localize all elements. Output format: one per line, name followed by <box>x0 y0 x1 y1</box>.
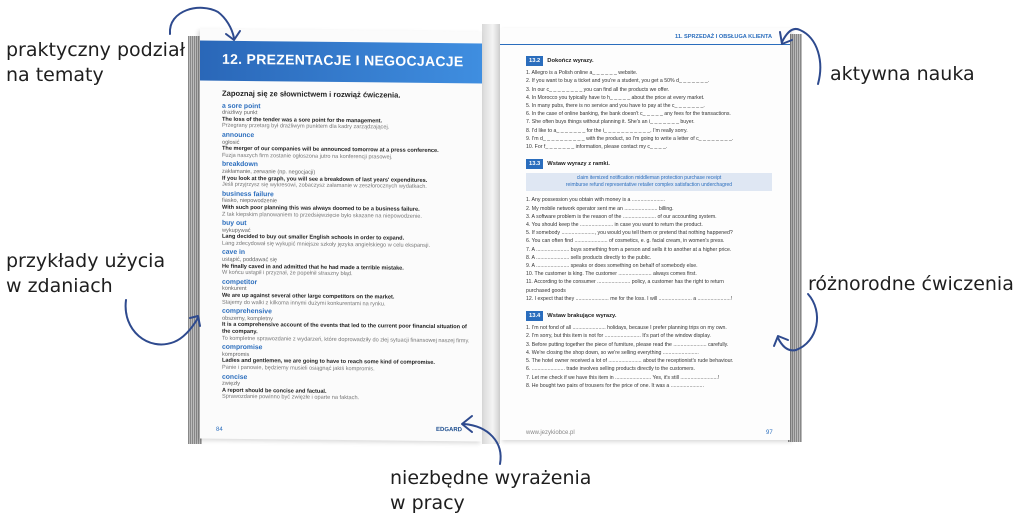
callout-examples-line1: przykłady użycia <box>6 250 166 272</box>
entry-example: It is a comprehensive account of the events that led to the current poor financial situation of the company. <box>222 322 467 336</box>
entry-gloss: zwięzły <box>222 380 241 388</box>
exercise-item: 6. In the case of online banking, the bank doesn't c_ _ _ _ _ any fees for the transactions. <box>526 111 731 118</box>
entry-translation: W końcu ustąpił i przyznał, że popełnił straszny błąd. <box>222 270 353 278</box>
exercise-item: 2. If you want to buy a ticket and you're a student, you get a 50% d_ _ _ _ _ _ _. <box>526 78 710 85</box>
exercise-item: 5. In many pubs, there is no service and you have to pay at the c_ _ _ _ _ _ _. <box>526 103 705 110</box>
right-page-edges <box>788 34 802 442</box>
entry-term: business failure <box>222 190 274 199</box>
callout-active-text: aktywna nauka <box>830 63 975 85</box>
entry-term: a sore point <box>222 102 261 110</box>
exercise-title: Wstaw wyrazy z ramki. <box>547 161 610 168</box>
vocabulary-entry <box>222 133 470 162</box>
entry-gloss: konkurent <box>222 286 247 293</box>
vocabulary-entry <box>222 374 470 403</box>
arrow-varied-icon <box>770 290 830 360</box>
exercise-item: 12. I expect that they ....................... me for the loss. I will ....................... a .......................! <box>526 295 733 302</box>
entry-example: Ladies and gentlemen, we are going to have to reach some kind of compromise. <box>222 358 435 367</box>
word-box <box>526 173 772 191</box>
callout-phrases-line2: w pracy <box>390 492 465 514</box>
entry-translation: Z tak kiepskim planowaniem to przedsięwzięcie było skazane na niepowodzenie. <box>222 211 422 220</box>
left-page-number: 84 <box>216 426 223 433</box>
entry-term: cave in <box>222 249 246 257</box>
exercise-item: 2. My mobile network operator sent me an ....................... billing. <box>526 205 674 212</box>
arrow-active-icon <box>778 18 828 88</box>
exercise-item: 5. If somebody ......................., you would you tell them or pretend that nothing happened? <box>526 230 733 237</box>
vocabulary-entry <box>222 250 470 279</box>
vocabulary-entry <box>222 191 470 220</box>
entry-example: He finally caved in and admitted that he had made a terrible mistake. <box>222 263 404 272</box>
exercise-number: 13.3 <box>526 159 543 169</box>
exercise-13-4-header <box>526 311 772 321</box>
exercise-13-4-items <box>526 324 772 390</box>
entry-gloss: wykupywać <box>222 227 251 234</box>
vocabulary-intro: Zapoznaj się ze słownictwem i rozwiąż ćwiczenia. <box>222 88 401 100</box>
entry-term: comprehensive <box>222 307 272 316</box>
vocabulary-entry <box>222 162 470 191</box>
exercise-item: 7. Let me check if we have this item in ......................... Yes, it's still ..........................! <box>526 374 720 381</box>
exercise-13-2-items <box>526 69 772 151</box>
exercise-number: 13.4 <box>526 311 543 321</box>
exercise-title: Dokończ wyrazy. <box>547 58 594 64</box>
exercise-item: 6. You can often find ....................... of cosmetics, e. g. facial cream, in women's press. <box>526 238 725 245</box>
entry-example: We are up against several other large competitors on the market. <box>222 292 395 301</box>
exercise-13-3-header <box>526 159 772 169</box>
right-page-number: 97 <box>766 430 773 436</box>
entry-translation: Lang zdecydował się wykupić mniejsze szkoły języka angielskiego w celu ekspansji. <box>222 240 431 249</box>
arrow-examples-icon <box>118 296 208 356</box>
exercise-number: 13.2 <box>526 56 543 66</box>
exercise-item: 9. A ....................... speaks or does something on behalf of somebody else. <box>526 263 698 270</box>
exercise-item: 4. We're closing the shop down, so we're selling everything ......................... <box>526 349 699 356</box>
exercise-item: 3. In our c_ _ _ _ _ _ _ _ you can find all the products we offer. <box>526 86 670 93</box>
entry-term: competitor <box>222 278 258 286</box>
entry-term: announce <box>222 131 255 140</box>
entry-example: If you look at the graph, you will see a breakdown of last years' expenditures. <box>222 175 428 184</box>
entry-gloss: ogłosić <box>222 139 240 146</box>
exercise-item: 3. Before putting together the piece of furniture, please read the ....................... carefully. <box>526 341 729 348</box>
exercise-13-3-items <box>526 196 772 303</box>
arrow-topics-icon <box>160 0 250 50</box>
arrow-phrases-icon <box>450 408 510 468</box>
exercise-item: purchased goods <box>526 287 566 294</box>
website: www.jezykiobce.pl <box>526 430 575 436</box>
chapter-title: 12. PREZENTACJE I NEGOCJACJE <box>222 50 464 70</box>
exercise-item: 4. You should keep the ....................... in case you want to return the product. <box>526 222 703 229</box>
vocabulary-entry <box>222 309 470 345</box>
exercise-item: 7. A ....................... buys something from a person and sells it to another at a higher price. <box>526 246 732 253</box>
book-spine <box>482 24 500 444</box>
entry-example: Lang decided to buy out smaller English schools in order to expand. <box>222 234 405 242</box>
exercise-item: 1. Allegro is a Polish online a_ _ _ _ _ _ website. <box>526 70 638 77</box>
entry-example: With such poor planning this was always doomed to be a business failure. <box>222 204 420 213</box>
exercise-item: 6. ....................... trade involves selling products directly to the customers. <box>526 366 695 373</box>
entry-gloss: ustąpić, poddawać się <box>222 256 278 264</box>
callout-phrases-line1: niezbędne wyrażenia <box>390 467 592 489</box>
word-box-line2: reimburse refund representative retailer complex satisfaction underchagred <box>565 182 733 189</box>
exercise-item: 1. I'm not fond of all ....................... holidays, because I prefer planning trips on my own. <box>526 325 727 332</box>
entry-term: compromise <box>222 343 263 352</box>
vocabulary-entry <box>222 103 470 132</box>
exercise-item: 1. Any possession you obtain with money is a ....................... <box>526 197 665 204</box>
exercise-title: Wstaw brakujące wyrazy. <box>547 313 617 320</box>
entry-gloss: kompromis <box>222 351 250 358</box>
word-box-line1: claim itemized notification middleman protection purchase receipt <box>576 175 722 182</box>
entry-translation: To kompletne sprawozdanie z wydarzeń, które doprowadziły do złej sytuacji finansowej naszej firmy. <box>222 335 470 344</box>
exercises <box>526 50 772 390</box>
exercise-item: 4. In Morocco you typically have to h_ _ _ _ _ about the price at every market. <box>526 94 705 101</box>
entry-gloss: drażliwy punkt <box>222 109 258 117</box>
entry-gloss: obszerny, kompletny <box>222 315 273 323</box>
entry-example: A report should be concise and factual. <box>222 387 327 395</box>
exercise-item: 10. The customer is king. The customer ....................... always comes first. <box>526 271 697 278</box>
entry-gloss: zakłamanie, zerwanie (np. negocjacji) <box>222 168 316 176</box>
exercise-item: 11. According to the consumer ....................... policy, a customer has the right to return <box>526 279 724 286</box>
exercise-item: 3. A software problem is the reason of the ....................... of our accounting system. <box>526 213 717 220</box>
entry-translation: Sprawozdanie powinno być zwięzłe i oparte na faktach. <box>222 394 360 402</box>
entry-term: concise <box>222 373 248 381</box>
publisher-logo: EDGARD <box>436 426 463 434</box>
entry-translation: Fuzja naszych firm zostanie ogłoszona jutro na konferencji prasowej. <box>222 152 393 161</box>
entry-translation: Jeśli przyjrzysz się wykresowi, zobaczysz załamanie w zeszłorocznych wydatkach. <box>222 181 427 191</box>
exercise-13-2-header <box>526 56 772 66</box>
exercise-item: 10. For f_ _ _ _ _ _ _ information, please contact my c_ _ _ _. <box>526 144 668 151</box>
callout-topics-line2: na tematy <box>6 64 104 86</box>
entry-translation: Panie i panowie, będziemy musieli osiągnąć jakiś kompromis. <box>222 364 375 373</box>
vocabulary-entry <box>222 221 470 250</box>
vocabulary-list <box>222 87 470 404</box>
right-page <box>500 28 790 440</box>
entry-translation: Stajemy do walki z kilkoma innymi dużymi konkurentami na rynku. <box>222 299 386 308</box>
exercise-item: 8. He bought two pairs of trousers for the price of one. It was a ....................... <box>526 382 704 389</box>
callout-topics-line1: praktyczny podział <box>6 39 185 61</box>
left-page <box>200 29 482 442</box>
exercise-item: 9. I'm d_ _ _ _ _ _ _ _ _ _ with the product, so I'm going to write a letter of c_ _ _ _ _ _ _ _. <box>526 135 734 142</box>
entry-example: The loss of the tender was a sore point for the management. <box>222 116 383 125</box>
exercise-item: 8. A ....................... sells products directly to the public. <box>526 254 652 261</box>
vocabulary-entry <box>222 280 470 309</box>
entry-gloss: fiasko, niepowodzenie <box>222 198 278 205</box>
entry-translation: Przegrany przetarg był drażliwym punktem dla kadry zarządzającej. <box>222 123 390 131</box>
right-page-header: 11. SPRZEDAŻ I OBSŁUGA KLIENTA <box>675 34 772 40</box>
exercise-item: 5. The hotel owner received a lot of ....................... about the receptionist's rude behaviour. <box>526 358 734 365</box>
callout-examples-line2: w zdaniach <box>6 275 113 297</box>
exercise-item: 7. She often buys things without planning it. She's an i_ _ _ _ _ _ _ buyer. <box>526 119 695 126</box>
entry-example: The merger of our companies will be announced tomorrow at a press conference. <box>222 145 439 155</box>
vocabulary-entry <box>222 345 470 374</box>
exercise-item: 2. I'm sorry, but this item is not for ......................... It's part of the window display. <box>526 333 711 340</box>
entry-term: breakdown <box>222 161 258 169</box>
exercise-item: 8. I'd like to a_ _ _ _ _ _ _ for the i_ _ _ _ _ _ _ _ _ _ _. I'm really sorry. <box>526 127 688 134</box>
callout-varied-text: różnorodne ćwiczenia <box>808 273 1014 295</box>
entry-term: buy out <box>222 219 247 228</box>
